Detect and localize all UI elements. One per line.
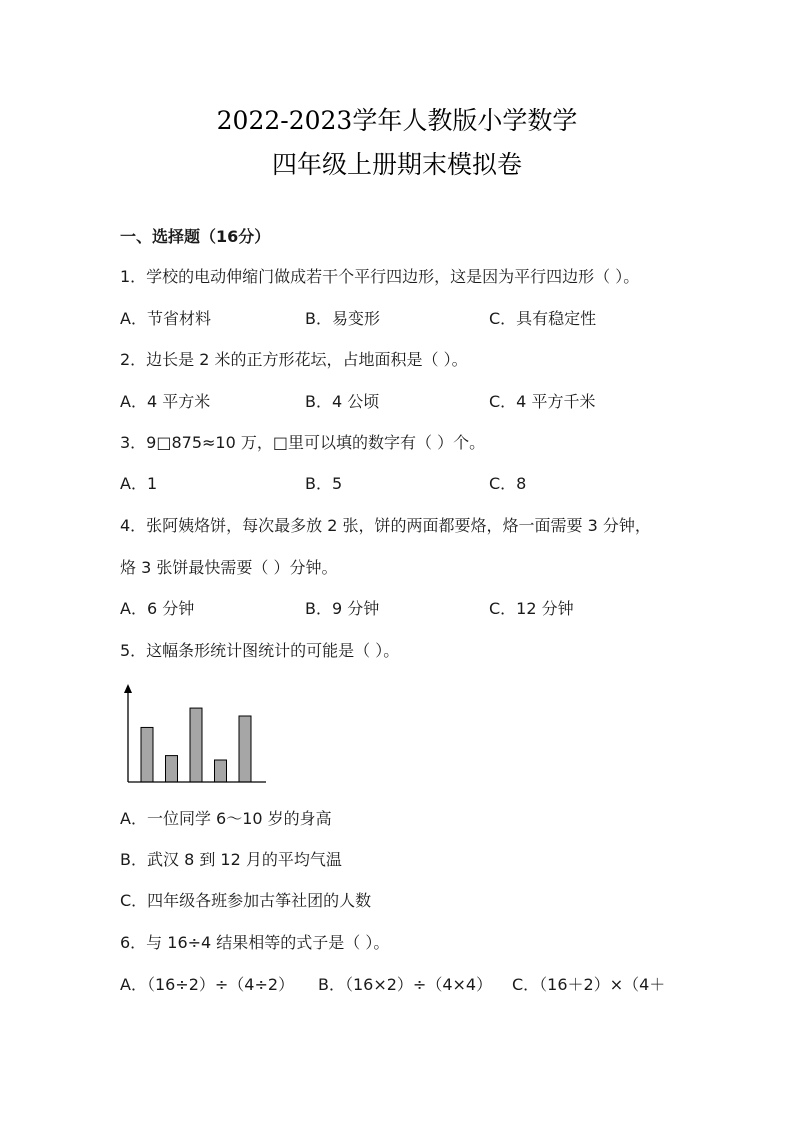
bar-chart <box>118 684 270 786</box>
question-2-stem: 2．边长是 2 米的正方形花坛，占地面积是（ ）。 <box>120 350 468 369</box>
question-5-option-a: A．一位同学 6～10 岁的身高 <box>120 809 332 828</box>
bar-4 <box>215 760 227 782</box>
question-1-option-a: A．节省材料 <box>120 309 211 328</box>
question-3-option-a: A．1 <box>120 474 158 493</box>
question-4-option-c: C．12 分钟 <box>489 599 574 618</box>
question-5-stem: 5．这幅条形统计图统计的可能是（ ）。 <box>120 641 400 660</box>
y-axis-arrow <box>124 684 132 693</box>
question-1-stem: 1．学校的电动伸缩门做成若干个平行四边形，这是因为平行四边形（ ）。 <box>120 267 640 286</box>
bar-3 <box>190 708 202 782</box>
question-5-option-b: B．武汉 8 到 12 月的平均气温 <box>120 850 342 869</box>
bar-5 <box>239 716 251 782</box>
question-1-option-b: B．易变形 <box>305 309 380 328</box>
question-6-option-a: A．（16÷2）÷（4÷2） <box>120 975 295 994</box>
bar-2 <box>166 756 178 782</box>
section-heading: 一、选择题（16分） <box>120 227 271 246</box>
question-4-option-b: B．9 分钟 <box>305 599 380 618</box>
question-6-option-b: B．（16×2）÷（4×4） <box>318 975 493 994</box>
question-6-stem: 6．与 16÷4 结果相等的式子是（ ）。 <box>120 933 390 952</box>
question-5-option-c: C．四年级各班参加古筝社团的人数 <box>120 891 372 910</box>
question-1-option-c: C．具有稳定性 <box>489 309 597 328</box>
question-4-stem: 4．张阿姨烙饼，每次最多放 2 张，饼的两面都要烙，烙一面需要 3 分钟， <box>120 516 651 535</box>
bar-1 <box>141 727 153 782</box>
question-6-option-c: C．（16＋2）×（4＋ <box>512 975 666 994</box>
question-3-stem: 3．9□875≈10 万，□里可以填的数字有（ ）个。 <box>120 433 486 452</box>
question-2-option-a: A．4 平方米 <box>120 392 211 411</box>
question-4-stem-continued: 烙 3 张饼最快需要（ ）分钟。 <box>120 558 338 577</box>
document-title-line2: 四年级上册期末模拟卷 <box>271 150 522 179</box>
question-4-option-a: A．6 分钟 <box>120 599 195 618</box>
question-3-option-b: B．5 <box>305 474 343 493</box>
document-title-line1: 2022-2023学年人教版小学数学 <box>216 106 578 135</box>
question-2-option-b: B．4 公顷 <box>305 392 380 411</box>
question-2-option-c: C．4 平方千米 <box>489 392 596 411</box>
question-3-option-c: C．8 <box>489 474 527 493</box>
